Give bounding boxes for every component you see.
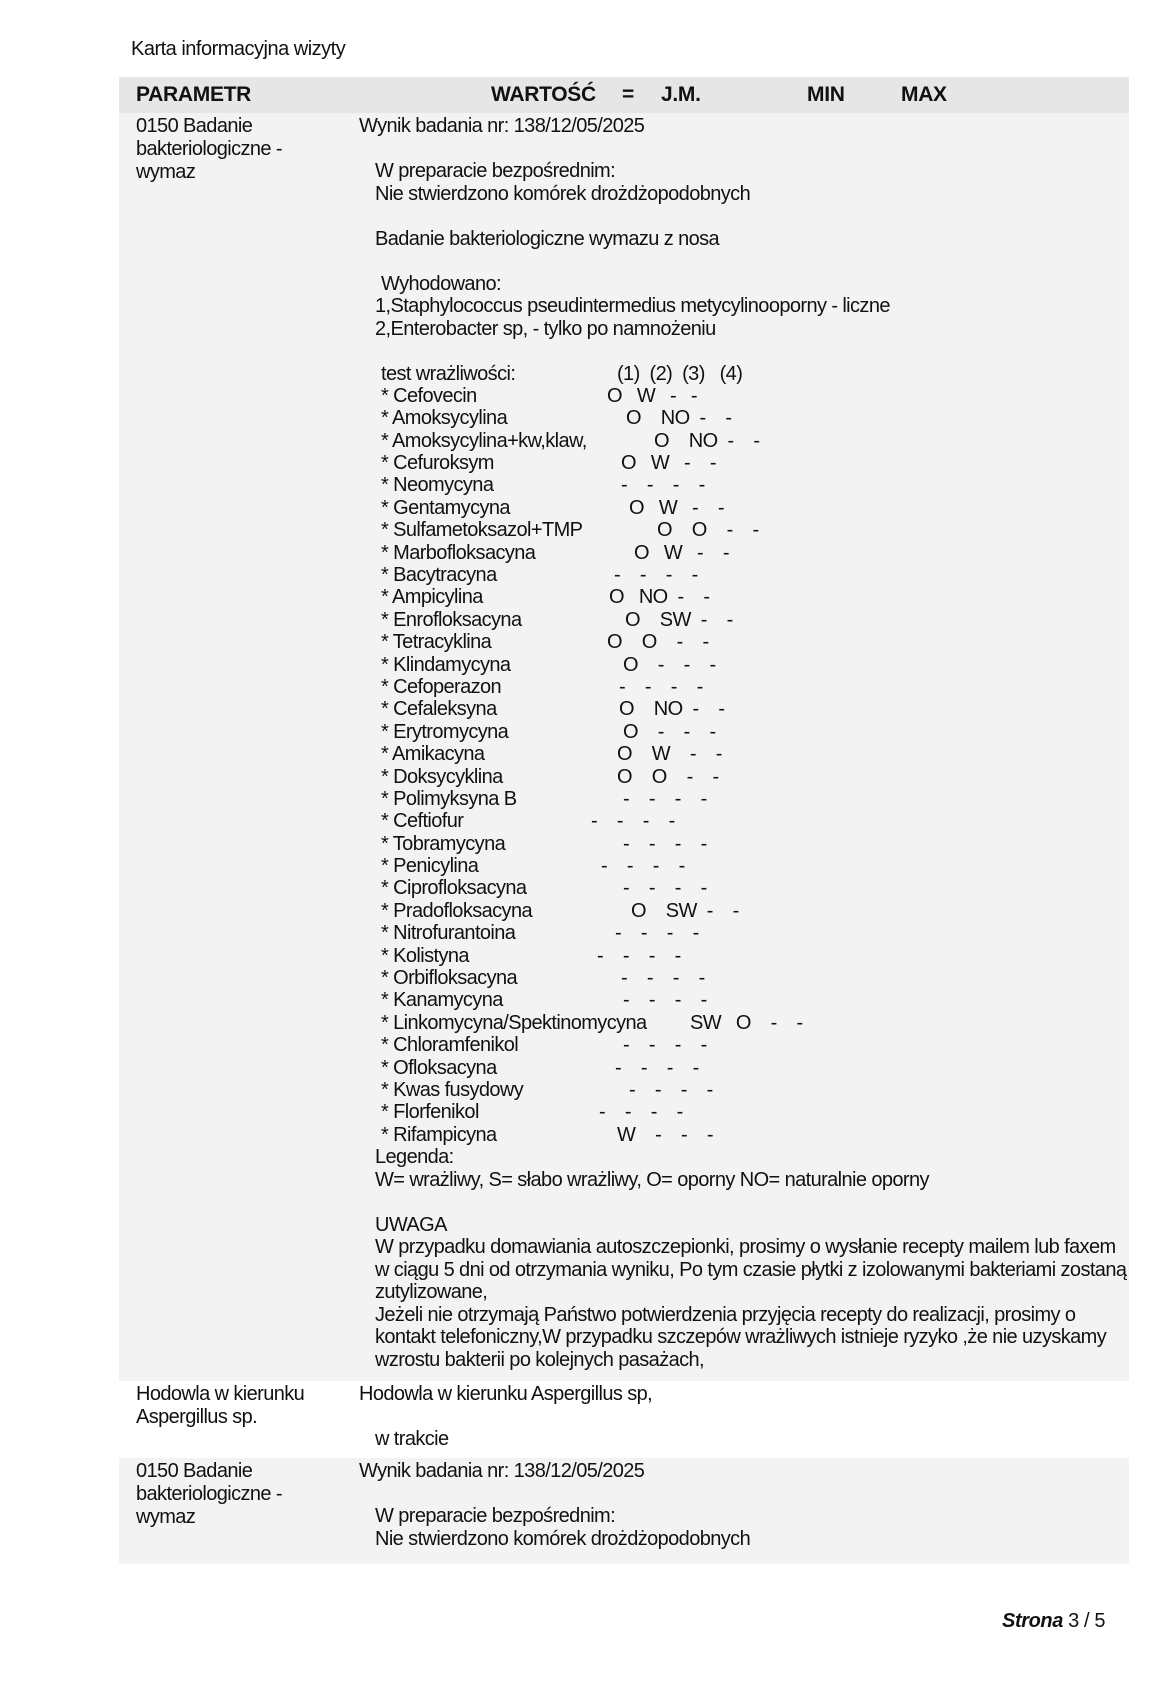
antibiotic-result: - - - -	[601, 855, 685, 878]
test-label: test wrażliwości:	[381, 362, 516, 385]
antibiotic-list	[359, 385, 1129, 1146]
antibiotic-row	[359, 564, 1129, 586]
antibiotic-row	[359, 1079, 1129, 1101]
antibiotic-name: * Cefaleksyna	[381, 698, 497, 721]
antibiotic-result: O - - -	[623, 720, 716, 743]
antibiotic-result: - - - -	[621, 967, 705, 990]
antibiotic-row	[359, 766, 1129, 788]
antibiotic-result: O W - -	[617, 743, 722, 766]
antibiotic-result: O W - -	[634, 541, 729, 564]
antibiotic-name: * Linkomycyna/Spektinomycyna	[381, 1011, 647, 1034]
document-title: Karta informacyjna wizyty	[131, 38, 346, 60]
antibiotic-row	[359, 1124, 1129, 1146]
antibiotic-result: - - - -	[615, 1056, 699, 1079]
header-max: MAX	[901, 83, 947, 106]
susceptibility-header	[359, 363, 1129, 385]
antibiotic-row	[359, 1034, 1129, 1056]
antibiotic-row	[359, 877, 1129, 899]
antibiotic-name: * Amoksycylina+kw,klaw,	[381, 429, 587, 452]
antibiotic-row	[359, 900, 1129, 922]
antibiotic-name: * Cefuroksym	[381, 452, 494, 475]
header-eq: =	[622, 83, 634, 106]
antibiotic-name: * Enrofloksacyna	[381, 608, 522, 631]
header-value: WARTOŚĆ	[491, 83, 596, 106]
antibiotic-name: * Ceftiofur	[381, 810, 464, 833]
antibiotic-result: O W - -	[621, 452, 716, 475]
antibiotic-name: * Tetracyklina	[381, 631, 492, 654]
antibiotic-result: - - - -	[597, 944, 681, 967]
antibiotic-name: * Nitrofurantoina	[381, 922, 516, 945]
antibiotic-name: * Pradofloksacyna	[381, 899, 533, 922]
antibiotic-result: - - - -	[615, 922, 699, 945]
antibiotic-name: * Doksycyklina	[381, 765, 503, 788]
antibiotic-result: W - - -	[617, 1123, 713, 1146]
result-number: Wynik badania nr: 138/12/05/2025	[359, 1460, 645, 1482]
antibiotic-name: * Kanamycyna	[381, 989, 503, 1012]
cultured-title: Wyhodowano:	[381, 272, 501, 295]
antibiotic-result: - - - -	[619, 675, 703, 698]
prep-text: Nie stwierdzono komórek drożdżopodobnych	[375, 1527, 751, 1550]
antibiotic-result: - - - -	[591, 810, 675, 833]
note-paragraph-1: W przypadku domawiania autoszczepionki, prosimy o wysłanie recepty mailem lub faxem w ciągu 5 dni od otrzymania wyniku, Po tym czasie płytki z izolowanymi bakteriami zostaną zutylizowane,	[375, 1236, 1127, 1304]
antibiotic-row	[359, 989, 1129, 1011]
header-unit: J.M.	[661, 83, 701, 106]
antibiotic-result: O SW - -	[631, 899, 739, 922]
prep-text: Nie stwierdzono komórek drożdżopodobnych	[375, 182, 751, 205]
antibiotic-row	[359, 810, 1129, 832]
exam-title: Badanie bakteriologiczne wymazu z nosa	[375, 227, 720, 250]
header-min: MIN	[807, 83, 845, 106]
antibiotic-result: O W - -	[629, 496, 724, 519]
antibiotic-result: O NO - -	[626, 407, 732, 430]
antibiotic-name: * Bacytracyna	[381, 564, 497, 587]
result-number: Wynik badania nr: 138/12/05/2025	[359, 115, 645, 137]
organism-1: 1,Staphylococcus pseudintermedius metycylinooporny - liczne	[375, 295, 890, 317]
antibiotic-result: - - - -	[621, 474, 705, 497]
antibiotic-row	[359, 474, 1129, 496]
antibiotic-name: * Polimyksyna B	[381, 787, 517, 810]
legend-title: Legenda:	[375, 1146, 454, 1169]
note-title: UWAGA	[375, 1213, 447, 1236]
antibiotic-result: - - - -	[623, 989, 707, 1012]
antibiotic-result: SW O - -	[690, 1011, 803, 1034]
antibiotic-name: * Sulfametoksazol+TMP	[381, 519, 583, 542]
antibiotic-name: * Marbofloksacyna	[381, 541, 536, 564]
antibiotic-result: O O - -	[607, 631, 709, 654]
antibiotic-name: * Chloramfenikol	[381, 1034, 519, 1057]
antibiotic-row	[359, 542, 1129, 564]
antibiotic-result: O W - -	[607, 384, 697, 407]
antibiotic-name: * Florfenikol	[381, 1101, 479, 1124]
antibiotic-result: - - - -	[599, 1101, 683, 1124]
antibiotic-row	[359, 586, 1129, 608]
antibiotic-result: O NO - -	[619, 698, 725, 721]
page-label: Strona	[1002, 1610, 1063, 1632]
antibiotic-name: * Kwas fusydowy	[381, 1079, 524, 1101]
antibiotic-name: * Tobramycyna	[381, 832, 506, 855]
antibiotic-row	[359, 497, 1129, 519]
header-param: PARAMETR	[136, 83, 252, 106]
prep-title: W preparacie bezpośrednim:	[375, 1505, 616, 1527]
antibiotic-result: - - - -	[623, 877, 707, 900]
current-page: 3	[1068, 1610, 1079, 1632]
antibiotic-result: - - - -	[623, 1034, 707, 1057]
results-table	[119, 77, 1129, 1564]
antibiotic-result: - - - -	[614, 564, 698, 587]
antibiotic-row	[359, 385, 1129, 407]
page-number	[1002, 1610, 1105, 1633]
antibiotic-result: O O - -	[657, 519, 759, 542]
antibiotic-row	[359, 430, 1129, 452]
antibiotic-row	[359, 855, 1129, 877]
antibiotic-row	[359, 609, 1129, 631]
total-pages: / 5	[1084, 1610, 1106, 1632]
antibiotic-row	[359, 743, 1129, 765]
antibiotic-row	[359, 788, 1129, 810]
antibiotic-name: * Klindamycyna	[381, 653, 511, 676]
row-parameter-label: 0150 Badanie bakteriologiczne - wymaz	[136, 1460, 282, 1528]
antibiotic-name: * Ciprofloksacyna	[381, 877, 527, 900]
antibiotic-name: * Amikacyna	[381, 743, 485, 766]
table-row	[119, 1381, 1129, 1458]
legend-text: W= wrażliwy, S= słabo wrażliwy, O= oporny NO= naturalnie oporny	[375, 1168, 929, 1191]
antibiotic-name: * Kolistyna	[381, 944, 469, 967]
table-header	[119, 77, 1129, 113]
row-value	[359, 1460, 1129, 1550]
organism-2: 2,Enterobacter sp, - tylko po namnożeniu	[375, 317, 716, 340]
antibiotic-row	[359, 1101, 1129, 1123]
antibiotic-name: * Ampicylina	[381, 586, 483, 609]
row-parameter-label: Hodowla w kierunku Aspergillus sp.	[136, 1383, 305, 1428]
antibiotic-row	[359, 654, 1129, 676]
antibiotic-row	[359, 631, 1129, 653]
culture-title: Hodowla w kierunku Aspergillus sp,	[359, 1383, 653, 1405]
table-row	[119, 1458, 1129, 1564]
antibiotic-name: * Neomycyna	[381, 474, 494, 497]
antibiotic-result: O O - -	[617, 765, 719, 788]
prep-title: W preparacie bezpośrednim:	[375, 160, 616, 182]
antibiotic-row	[359, 721, 1129, 743]
antibiotic-row	[359, 833, 1129, 855]
antibiotic-row	[359, 519, 1129, 541]
antibiotic-name: * Gentamycyna	[381, 496, 510, 519]
antibiotic-name: * Erytromycyna	[381, 720, 509, 743]
antibiotic-result: O NO - -	[609, 586, 710, 609]
row-value	[359, 115, 1129, 1371]
culture-status: w trakcie	[375, 1428, 449, 1450]
antibiotic-row	[359, 1012, 1129, 1034]
antibiotic-row	[359, 945, 1129, 967]
antibiotic-result: O NO - -	[654, 429, 760, 452]
antibiotic-result: - - - -	[623, 787, 707, 810]
test-columns: (1) (2) (3) (4)	[617, 362, 743, 385]
antibiotic-name: * Cefovecin	[381, 384, 477, 407]
antibiotic-result: O - - -	[623, 653, 716, 676]
row-value	[359, 1383, 1129, 1451]
antibiotic-row	[359, 698, 1129, 720]
antibiotic-name: * Rifampicyna	[381, 1123, 497, 1146]
antibiotic-row	[359, 676, 1129, 698]
antibiotic-row	[359, 452, 1129, 474]
antibiotic-name: * Amoksycylina	[381, 407, 508, 430]
antibiotic-name: * Cefoperazon	[381, 675, 502, 698]
antibiotic-row	[359, 1057, 1129, 1079]
antibiotic-name: * Ofloksacyna	[381, 1056, 497, 1079]
note-paragraph-2: Jeżeli nie otrzymają Państwo potwierdzenia przyjęcia recepty do realizacji, prosimy o kontakt telefoniczny,W przypadku szczepów wrażliwych istnieje ryzyko ,że nie uzyskamy wzrostu bakterii po kolejnych pasażach,	[375, 1303, 1107, 1371]
antibiotic-row	[359, 922, 1129, 944]
antibiotic-result: - - - -	[623, 832, 707, 855]
table-row	[119, 113, 1129, 1381]
antibiotic-name: * Orbifloksacyna	[381, 967, 518, 990]
antibiotic-row	[359, 407, 1129, 429]
antibiotic-result: O SW - -	[625, 608, 733, 631]
antibiotic-row	[359, 967, 1129, 989]
antibiotic-result: - - - -	[629, 1079, 713, 1101]
row-parameter-label: 0150 Badanie bakteriologiczne - wymaz	[136, 115, 282, 183]
antibiotic-name: * Penicylina	[381, 855, 479, 878]
